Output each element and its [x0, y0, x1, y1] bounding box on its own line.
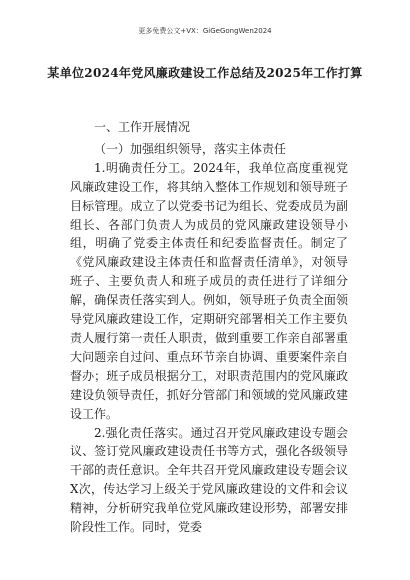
section-heading: 一、工作开展情况 [94, 120, 191, 134]
body-paragraph: 1.明确责任分工。2024年，我单位高度重视党风廉政建设工作，将其纳入整体工作规划和领导班子目标管理。成立了以党委书记为组长、党委成员为副组长、各部门负责人为成员的党风廉政建设领导小组，明确了党委主体责任和纪委监督责任。制定了《党风廉政建设主体责任和监督责任清单》，对领导班子、主要负责人和班子成员的责任进行了详细分解，确保责任落实到人。例如，领导班子负责全面领导党风廉政建设工作，定期研究部署相关工作主要负责人履行第一责任人职责，做到重要工作亲自部署重大问题亲自过问、重点环节亲自协调、重要案件亲自督办；班子成员根据分工，对职责范围内的党风廉政建设负领导责任，抓好分管部门和领域的党风廉政建设工作。 [70, 160, 348, 421]
subsection-heading: （一）加强组织领导，落实主体责任 [94, 141, 287, 156]
page-header-note: 更多免费公文+VX：GiGeGongWen2024 [138, 27, 272, 35]
document-body [70, 118, 348, 537]
document-title: 某单位2024年党风廉政建设工作总结及2025年工作打算 [47, 66, 363, 80]
body-paragraph: 2.强化责任落实。通过召开党风廉政建设专题会议、签订党风廉政建设责任书等方式，强化各级领导干部的责任意识。全年共召开党风廉政建设专题会议X次，传达学习上级关于党风廉政建设的文件和会议精神，分析研究我单位党风廉政建设形势，部署安排阶段性工作。同时，党委 [70, 425, 348, 535]
